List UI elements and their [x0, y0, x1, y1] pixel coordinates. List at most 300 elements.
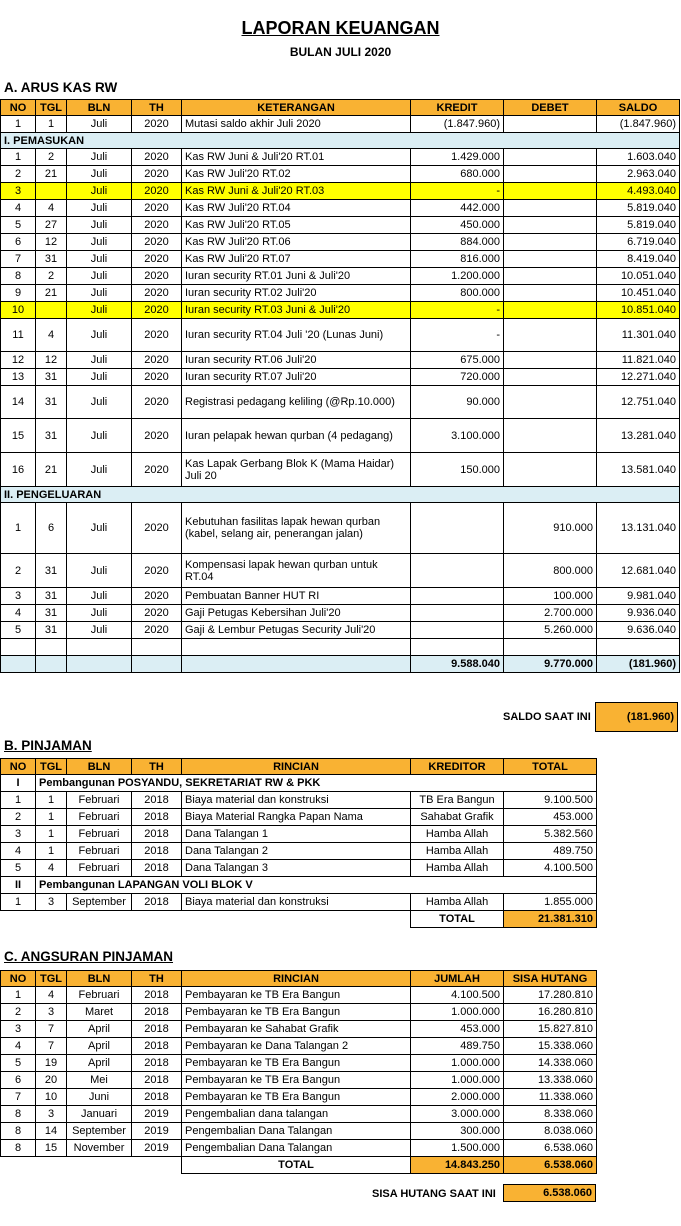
table-cell: 4: [36, 860, 67, 877]
table-cell: 9.636.040: [597, 622, 680, 639]
saldo-label: SALDO SAAT INI: [503, 711, 591, 723]
table-cell: Juli: [67, 503, 132, 554]
table-cell: Februari: [67, 843, 132, 860]
table-cell: Kas RW Juli'20 RT.02: [182, 166, 411, 183]
table-cell: 8: [1, 1140, 36, 1157]
table-cell: Pengembalian Dana Talangan: [182, 1140, 411, 1157]
table-cell: 1: [1, 116, 36, 133]
table-cell: September: [67, 1123, 132, 1140]
table-cell: 2019: [132, 1123, 182, 1140]
table-row: [1, 894, 597, 911]
table-cell: 31: [36, 622, 67, 639]
table-row: [1, 843, 597, 860]
table-row: [1, 251, 680, 268]
table-row: [1, 1123, 597, 1140]
table-cell: 13: [1, 369, 36, 386]
section-c-heading: C. ANGSURAN PINJAMAN: [4, 949, 174, 964]
table-cell: Kas RW Juli'20 RT.05: [182, 217, 411, 234]
table-cell: Juli: [67, 166, 132, 183]
table-cell: 2020: [132, 588, 182, 605]
table-cell: Juli: [67, 251, 132, 268]
column-header: KREDITOR: [411, 759, 504, 775]
blank-cell: [132, 639, 182, 656]
table-cell: 1.603.040: [597, 149, 680, 166]
table-cell: Hamba Allah: [411, 894, 504, 911]
table-cell: 1: [1, 792, 36, 809]
table-cell: 20: [36, 1072, 67, 1089]
table-cell: Pembayaran ke TB Era Bangun: [182, 1089, 411, 1106]
table-cell: Pembayaran ke TB Era Bangun: [182, 1055, 411, 1072]
table-cell: 2.700.000: [504, 605, 597, 622]
table-cell: 6.719.040: [597, 234, 680, 251]
table-cell: Maret: [67, 1004, 132, 1021]
table-row: [1, 987, 597, 1004]
table-cell: 13.581.040: [597, 453, 680, 487]
table-cell: 5.382.560: [504, 826, 597, 843]
table-cell: 11.301.040: [597, 319, 680, 352]
table-cell: Pengembalian dana talangan: [182, 1106, 411, 1123]
table-cell: [504, 149, 597, 166]
column-header: NO: [1, 100, 36, 116]
table-cell: 8: [1, 268, 36, 285]
column-header: TH: [132, 759, 182, 775]
table-cell: Februari: [67, 826, 132, 843]
table-cell: 3: [36, 1106, 67, 1123]
table-cell: September: [67, 894, 132, 911]
table-cell: Februari: [67, 792, 132, 809]
table-cell: 2020: [132, 419, 182, 453]
table-cell: Juli: [67, 149, 132, 166]
table-row: [1, 419, 680, 453]
table-cell: Juli: [67, 622, 132, 639]
table-row: [1, 302, 680, 319]
table-row: [1, 1021, 597, 1038]
table-cell: [504, 285, 597, 302]
table-cell: [36, 302, 67, 319]
table-cell: 453.000: [504, 809, 597, 826]
table-cell: Iuran pelapak hewan qurban (4 pedagang): [182, 419, 411, 453]
table-cell: Iuran security RT.07 Juli'20: [182, 369, 411, 386]
table-cell: [504, 352, 597, 369]
table-cell: 2020: [132, 622, 182, 639]
table-cell: 1: [36, 809, 67, 826]
table-cell: 12: [1, 352, 36, 369]
table-cell: 19: [36, 1055, 67, 1072]
table-cell: 2020: [132, 453, 182, 487]
column-header: SISA HUTANG: [504, 971, 597, 987]
table-row: [1, 285, 680, 302]
table-cell: 2018: [132, 894, 182, 911]
table-cell: Februari: [67, 809, 132, 826]
table-cell: 1.500.000: [411, 1140, 504, 1157]
table-cell: 5: [1, 217, 36, 234]
sisa-hutang-value: 6.538.060: [503, 1184, 596, 1202]
table-cell: 2: [1, 1004, 36, 1021]
table-cell: Juli: [67, 588, 132, 605]
column-header: TH: [132, 100, 182, 116]
table-cell: Kas RW Juli'20 RT.07: [182, 251, 411, 268]
table-cell: 31: [36, 369, 67, 386]
total-value: 21.381.310: [504, 911, 597, 928]
table-cell: 3.000.000: [411, 1106, 504, 1123]
table-row: [1, 554, 680, 588]
table-cell: 2020: [132, 285, 182, 302]
table-row: [1, 826, 597, 843]
table-cell: [504, 217, 597, 234]
table-cell: Juli: [67, 386, 132, 419]
table-row: [1, 352, 680, 369]
table-row: [1, 166, 680, 183]
table-cell: -: [411, 319, 504, 352]
table-cell: 2020: [132, 554, 182, 588]
column-header: RINCIAN: [182, 759, 411, 775]
column-header: JUMLAH: [411, 971, 504, 987]
table-cell: Iuran security RT.04 Juli '20 (Lunas Juni): [182, 319, 411, 352]
table-cell: Iuran security RT.06 Juli'20: [182, 352, 411, 369]
blank-cell: [132, 1157, 182, 1174]
table-cell: 16.280.810: [504, 1004, 597, 1021]
table-cell: 9.936.040: [597, 605, 680, 622]
income-heading-row: [1, 133, 680, 149]
table-row: [1, 453, 680, 487]
column-header: SALDO: [597, 100, 680, 116]
table-cell: 5.819.040: [597, 200, 680, 217]
table-header-row: [1, 100, 680, 116]
table-cell: [504, 453, 597, 487]
table-cell: 17.280.810: [504, 987, 597, 1004]
table-row: [1, 1089, 597, 1106]
table-cell: 2018: [132, 1021, 182, 1038]
table-cell: 4: [1, 200, 36, 217]
table-row: [1, 809, 597, 826]
blank-cell: [36, 1157, 67, 1174]
blank-cell: [597, 639, 680, 656]
table-cell: Pembayaran ke Sahabat Grafik: [182, 1021, 411, 1038]
table-cell: 15: [36, 1140, 67, 1157]
table-header-row: [1, 759, 597, 775]
table-cell: TB Era Bangun: [411, 792, 504, 809]
column-header: BLN: [67, 971, 132, 987]
table-cell: [504, 319, 597, 352]
table-row: [1, 860, 597, 877]
table-cell: 2020: [132, 183, 182, 200]
table-cell: 3: [1, 826, 36, 843]
table-cell: 8: [1, 1106, 36, 1123]
table-cell: 8.038.060: [504, 1123, 597, 1140]
table-cell: Juli: [67, 605, 132, 622]
table-cell: 3: [1, 183, 36, 200]
table-cell: 31: [36, 386, 67, 419]
table-cell: Dana Talangan 3: [182, 860, 411, 877]
table-cell: Iuran security RT.02 Juli'20: [182, 285, 411, 302]
income-heading: I. PEMASUKAN: [1, 133, 680, 149]
table-cell: 31: [36, 605, 67, 622]
table-cell: 2020: [132, 605, 182, 622]
table-cell: Hamba Allah: [411, 860, 504, 877]
table-cell: [411, 622, 504, 639]
blank-cell: [1, 911, 36, 928]
column-header: DEBET: [504, 100, 597, 116]
group-row: [1, 775, 597, 792]
table-cell: 1: [36, 792, 67, 809]
table-cell: 2018: [132, 1038, 182, 1055]
table-cell: Mei: [67, 1072, 132, 1089]
table-cell: 884.000: [411, 234, 504, 251]
table-row: [1, 149, 680, 166]
table-cell: 3.100.000: [411, 419, 504, 453]
table-cell: 6.538.060: [504, 1140, 597, 1157]
table-cell: 4.100.500: [411, 987, 504, 1004]
table-cell: Juli: [67, 352, 132, 369]
column-header: TOTAL: [504, 759, 597, 775]
table-cell: 4.100.500: [504, 860, 597, 877]
column-header: TGL: [36, 759, 67, 775]
table-cell: Gaji Petugas Kebersihan Juli'20: [182, 605, 411, 622]
table-cell: Juli: [67, 116, 132, 133]
table-cell: 2018: [132, 860, 182, 877]
sisa-hutang-label: SISA HUTANG SAAT INI: [372, 1188, 496, 1200]
table-cell: Juli: [67, 302, 132, 319]
table-cell: 11.821.040: [597, 352, 680, 369]
table-cell: [36, 183, 67, 200]
table-cell: 3: [36, 1004, 67, 1021]
table-cell: 5: [1, 860, 36, 877]
table-cell: 2019: [132, 1106, 182, 1123]
table-cell: Biaya material dan konstruksi: [182, 894, 411, 911]
table-row: [1, 183, 680, 200]
table-cell: 2018: [132, 843, 182, 860]
table-cell: 3: [1, 1021, 36, 1038]
table-cell: [504, 166, 597, 183]
table-cell: 13.131.040: [597, 503, 680, 554]
table-cell: 2018: [132, 1055, 182, 1072]
table-cell: Gaji & Lembur Petugas Security Juli'20: [182, 622, 411, 639]
table-cell: 2: [1, 554, 36, 588]
table-cell: [411, 588, 504, 605]
table-cell: 2: [1, 166, 36, 183]
table-row: [1, 622, 680, 639]
table-cell: 10.451.040: [597, 285, 680, 302]
table-cell: (1.847.960): [597, 116, 680, 133]
table-cell: Januari: [67, 1106, 132, 1123]
blank-cell: [1, 1157, 36, 1174]
table-cell: 2: [1, 809, 36, 826]
table-cell: Hamba Allah: [411, 826, 504, 843]
table-cell: [504, 369, 597, 386]
table-cell: 453.000: [411, 1021, 504, 1038]
table-cell: 31: [36, 554, 67, 588]
group-number: II: [1, 877, 36, 894]
table-cell: 4: [1, 605, 36, 622]
table-cell: 15.827.810: [504, 1021, 597, 1038]
table-row: [1, 268, 680, 285]
table-cell: [504, 116, 597, 133]
table-cell: 4: [36, 319, 67, 352]
table-cell: 800.000: [504, 554, 597, 588]
table-cell: 7: [1, 1089, 36, 1106]
table-cell: 800.000: [411, 285, 504, 302]
table-cell: 11: [1, 319, 36, 352]
saldo-value: (181.960): [595, 702, 678, 732]
table-cell: 15: [1, 419, 36, 453]
table-cell: April: [67, 1038, 132, 1055]
table-cell: [504, 302, 597, 319]
table-cell: 442.000: [411, 200, 504, 217]
total-jumlah: 14.843.250: [411, 1157, 504, 1174]
table-cell: 7: [36, 1038, 67, 1055]
table-cell: 10: [1, 302, 36, 319]
table-cell: Mutasi saldo akhir Juli 2020: [182, 116, 411, 133]
table-cell: Iuran security RT.03 Juni & Juli'20: [182, 302, 411, 319]
table-cell: Hamba Allah: [411, 843, 504, 860]
table-cell: 489.750: [504, 843, 597, 860]
table-cell: 7: [36, 1021, 67, 1038]
table-cell: 13.338.060: [504, 1072, 597, 1089]
table-cell: 90.000: [411, 386, 504, 419]
table-cell: Juli: [67, 419, 132, 453]
total-saldo: (181.960): [597, 656, 680, 673]
table-cell: 12.681.040: [597, 554, 680, 588]
table-cell: Biaya Material Rangka Papan Nama: [182, 809, 411, 826]
report-title: LAPORAN KEUANGAN: [241, 18, 440, 38]
column-header: BLN: [67, 100, 132, 116]
table-row: [1, 217, 680, 234]
table-cell: 910.000: [504, 503, 597, 554]
table-cell: 13.281.040: [597, 419, 680, 453]
table-cell: 2020: [132, 166, 182, 183]
table-cell: Juli: [67, 200, 132, 217]
table-cell: 2020: [132, 116, 182, 133]
table-cell: Juli: [67, 285, 132, 302]
table-cell: 1.429.000: [411, 149, 504, 166]
table-row: [1, 200, 680, 217]
table-row: [1, 1140, 597, 1157]
table-cell: 680.000: [411, 166, 504, 183]
table-cell: 1: [36, 843, 67, 860]
blank-cell: [132, 656, 182, 673]
total-label: TOTAL: [411, 911, 504, 928]
table-cell: 7: [1, 251, 36, 268]
table-cell: 5.260.000: [504, 622, 597, 639]
table-cell: 12: [36, 234, 67, 251]
table-cell: [411, 503, 504, 554]
table-cell: 2.963.040: [597, 166, 680, 183]
blank-cell: [411, 639, 504, 656]
table-cell: 450.000: [411, 217, 504, 234]
installment-table: [0, 970, 597, 1174]
blank-cell: [36, 911, 67, 928]
group-title: Pembangunan POSYANDU, SEKRETARIAT RW & PKK: [36, 775, 597, 792]
table-cell: Juli: [67, 319, 132, 352]
table-cell: 1.000.000: [411, 1055, 504, 1072]
table-cell: [504, 268, 597, 285]
table-cell: 2018: [132, 1004, 182, 1021]
blank-cell: [182, 911, 411, 928]
table-cell: [504, 183, 597, 200]
column-header: TH: [132, 971, 182, 987]
loan-table: [0, 758, 597, 928]
table-cell: 2018: [132, 826, 182, 843]
table-row: [1, 1106, 597, 1123]
column-header: NO: [1, 971, 36, 987]
table-cell: 2018: [132, 1089, 182, 1106]
table-cell: 11.338.060: [504, 1089, 597, 1106]
table-cell: Juli: [67, 183, 132, 200]
table-row: [1, 1055, 597, 1072]
table-cell: 9.981.040: [597, 588, 680, 605]
table-cell: November: [67, 1140, 132, 1157]
table-cell: 3: [1, 588, 36, 605]
blank-cell: [67, 639, 132, 656]
section-b-heading: B. PINJAMAN: [4, 738, 92, 753]
table-row: [1, 1004, 597, 1021]
column-header: BLN: [67, 759, 132, 775]
table-cell: 2019: [132, 1140, 182, 1157]
table-cell: Februari: [67, 987, 132, 1004]
table-cell: 27: [36, 217, 67, 234]
expense-heading: II. PENGELUARAN: [1, 487, 680, 503]
table-cell: Juli: [67, 234, 132, 251]
table-cell: Kas RW Juli'20 RT.06: [182, 234, 411, 251]
table-cell: Juli: [67, 268, 132, 285]
table-cell: [411, 554, 504, 588]
table-cell: 31: [36, 251, 67, 268]
table-cell: -: [411, 302, 504, 319]
table-cell: Juli: [67, 554, 132, 588]
table-cell: 100.000: [504, 588, 597, 605]
table-row: [1, 792, 597, 809]
table-cell: 300.000: [411, 1123, 504, 1140]
table-cell: 1: [36, 116, 67, 133]
group-title: Pembangunan LAPANGAN VOLI BLOK V: [36, 877, 597, 894]
table-cell: 2018: [132, 792, 182, 809]
table-cell: 6: [36, 503, 67, 554]
table-row: [1, 605, 680, 622]
table-row: [1, 588, 680, 605]
table-cell: 2020: [132, 319, 182, 352]
blank-row: [1, 639, 680, 656]
table-cell: 5: [1, 622, 36, 639]
table-cell: 31: [36, 419, 67, 453]
table-cell: Kompensasi lapak hewan qurban untuk RT.04: [182, 554, 411, 588]
table-row: [1, 234, 680, 251]
blank-cell: [67, 656, 132, 673]
section-a-heading: A. ARUS KAS RW: [4, 80, 118, 95]
table-cell: 2020: [132, 302, 182, 319]
table-cell: 2020: [132, 268, 182, 285]
table-cell: 2020: [132, 149, 182, 166]
total-row: [1, 656, 680, 673]
table-cell: 21: [36, 453, 67, 487]
cash-flow-table: [0, 99, 680, 673]
table-cell: 15.338.060: [504, 1038, 597, 1055]
table-cell: 4: [36, 987, 67, 1004]
table-cell: Kas RW Juni & Juli'20 RT.01: [182, 149, 411, 166]
table-cell: 10: [36, 1089, 67, 1106]
total-row: [1, 911, 597, 928]
table-cell: Juli: [67, 369, 132, 386]
table-cell: 21: [36, 166, 67, 183]
table-cell: Kas RW Juni & Juli'20 RT.03: [182, 183, 411, 200]
table-cell: 1: [1, 149, 36, 166]
table-header-row: [1, 971, 597, 987]
table-cell: 1.000.000: [411, 1072, 504, 1089]
table-cell: 150.000: [411, 453, 504, 487]
table-cell: Biaya material dan konstruksi: [182, 792, 411, 809]
blank-cell: [182, 639, 411, 656]
table-cell: 2020: [132, 386, 182, 419]
table-cell: 489.750: [411, 1038, 504, 1055]
